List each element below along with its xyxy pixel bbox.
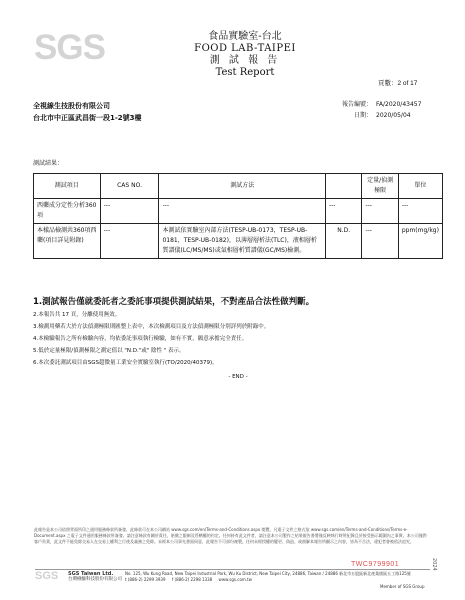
report-title-zh: 測 試 報 告 [209,55,281,66]
cell-item: 本樣品檢測共360項西藥(項目詳見附錄) [34,224,101,259]
header-test-method: 測試方法 [159,174,325,199]
end-marker: - END - [228,374,248,380]
cell-limit: --- [362,224,398,259]
note-4: 4.本檢驗報告之所有檢驗內容，均依委託事項執行檢驗，如有不實，願意承擔完全責任。 [33,336,248,342]
header-result [325,174,362,199]
cell-result: N.D. [325,224,362,259]
results-table [33,173,443,259]
report-date-row [304,110,421,121]
cell-unit: ppm(mg/kg) [398,224,442,259]
footer-divider [35,569,430,570]
page-count [378,78,417,87]
client-name: 全視線生技股份有限公司 [33,102,110,110]
report-date-label: 日期： [353,112,372,119]
header-unit: 單位 [398,174,442,199]
footer-web: www.sgs.com.tw [218,577,252,582]
report-title-en: Test Report [215,67,275,78]
footer-member: Member of SGS Group [380,584,425,589]
cell-result: --- [325,199,362,224]
footer-company-name: SGS Taiwan Ltd. [68,571,114,577]
cell-method: 本測試依實驗室內部方法(TESP-UB-0173，TESP-UB-0181，TESP-UB-0182)，以薄層層析法(TLC)，液相層析質譜儀(LC/MS/MS)或氣相層析質譜儀(GC/MS)檢測。 [159,224,325,259]
footer-fax: f (886-2) 2298 1338 [171,577,213,582]
section-title: 測試結果： [33,160,64,167]
footer-tel: t (886-2) 2299 3939 [125,577,166,582]
cell-limit: --- [362,199,398,224]
client-block [33,100,142,124]
watermark-code: TWC9799901 [351,561,400,568]
footer-sgs-logo: SGS [35,570,59,582]
note-1: 1.測試報告僅就委託者之委託事項提供測試結果，不對產品合法性做判斷。 [33,297,315,307]
cell-item: 西藥成分定性分析360項 [34,199,101,224]
lab-title-block [170,31,320,79]
side-code: 2024 [431,558,437,571]
cell-cas: --- [100,224,159,259]
header-limit: 定量/偵測極限 [362,174,398,199]
cell-method: --- [159,199,325,224]
report-number-value: FA/2020/43457 [376,101,422,108]
footer-company-zh: 台灣檢驗科技股份有限公司 [68,577,122,582]
notes-block [33,295,443,383]
client-address: 台北市中正區武昌街一段1-2號3樓 [33,114,142,122]
note-2: 2.本報告共 17 頁，分離使用無效。 [33,312,121,318]
lab-name-en: FOOD LAB-TAIPEI [194,43,296,54]
note-3: 3.檢測用藥若大於方法偵測極限則匯整上表中，本次檢測項目及方法偵測極限分別詳列於附錄中。 [33,324,270,330]
page-count-value: 2 of 17 [397,80,418,87]
sgs-logo: SGS [34,28,105,67]
header-cas-no: CAS NO. [100,174,159,199]
table-header-row [34,174,443,199]
report-number-row [304,99,421,110]
lab-name-zh: 食品實驗室-台北 [208,31,282,42]
terms-text: 此報告是本公司依照背面所印之通用服務條款所簽發，此條款可在本公司網站 www.sgs.com/en/Terms-and-Conditions.aspx 閱覽，凡電子文件之格式依 www.sgs.com/en/Terms-and-Conditions/Terms-e-Document.aspx 之電子文件通用服務條款所簽發。請注意條款有關於責任、賠償之限制及管轄權的約定。任何持有此文件者，請注意本公司製作之結果報告書將僅反映執行時所紀錄且於接受指示範圍內之事實。本公司僅對客戶負責，此文件不能免除交易人在交易上權利之行使及義務之免除。未經本公司事先書面同意，此報告不可部份複製。任何未經授權的變更、偽造、或曲解本報告所顯示之內容，皆為不合法，違犯者會被依法追究。 [34,527,427,544]
footer-address-line: No. 125, Wu Kung Road, New Taipei Industrial Park, Wu Ku District, New Taipei City, 24886, Taiwan / 24886 新北市五股區新北產業園區五工路125號 [125,571,411,576]
note-5: 5.低於定量極限/偵測極限之測定值以 "N.D."或" 陰性 " 表示。 [33,348,185,354]
table-row [34,224,443,259]
page-count-label: 頁數： [378,80,398,87]
cell-unit: --- [398,199,442,224]
report-number-label: 報告編號： [341,101,372,108]
report-meta [304,99,421,121]
footer-address [125,571,411,583]
note-6: 6.本次委託測試項目由SGS超微量工業安全實驗室執行(TO/2020/40379)。 [33,360,218,366]
report-date-value: 2020/05/04 [376,112,411,119]
footer-company [68,571,122,583]
table-row [34,199,443,224]
header-test-item: 測試項目 [34,174,101,199]
cell-cas: --- [100,199,159,224]
